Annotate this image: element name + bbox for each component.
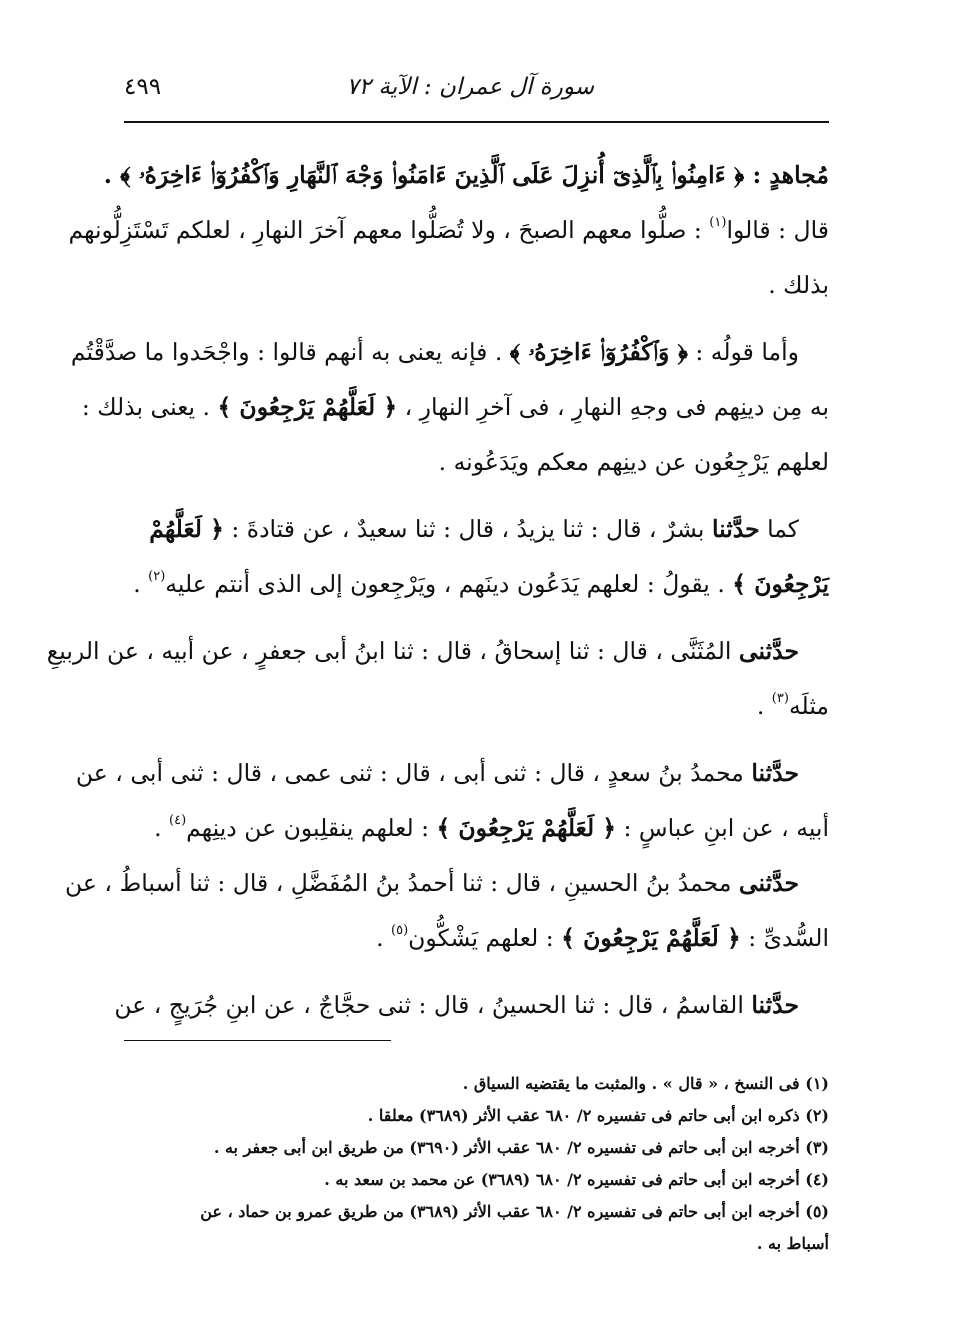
text-segment: السُّدىِّ : <box>740 924 829 952</box>
footnote-continuation: أسباط به . <box>756 1234 829 1253</box>
text-segment: محمدُ بنُ الحسينِ ، قال : ثنا أحمدُ بنُ المُفَضَّلِ ، قال : ثنا أسباطُ ، عن <box>65 869 739 897</box>
paragraph <box>124 502 829 612</box>
quran-verse: ﴿ لَعَلَّهُمْ يَرْجِعُونَ ﴾ <box>561 924 741 952</box>
text-segment: : لعلهم يَشْكُّون <box>408 924 562 952</box>
text-line <box>114 978 829 1033</box>
isnad-lead: حدَّثنى <box>738 637 799 665</box>
text-line <box>124 911 829 966</box>
footnote-marker: (٣) <box>771 691 789 706</box>
paragraph <box>75 746 829 856</box>
text-segment: . <box>154 814 170 842</box>
footnote-marker: (١) <box>709 215 727 230</box>
footnote: (٢) ذكره ابن أبى حاتم فى تفسيره ٢/ ٦٨٠ عقب الأثر (٣٦٨٩) معلقا . <box>367 1106 829 1125</box>
paragraph <box>70 325 829 490</box>
text-line <box>70 325 829 380</box>
text-line <box>81 380 829 435</box>
text-segment: وأما قولُه : <box>687 338 799 366</box>
quran-verse: يَرْجِعُونَ ﴾ <box>732 570 829 598</box>
text-segment: . <box>376 924 392 952</box>
footnote-separator <box>124 1040 391 1041</box>
isnad-lead: حدَّثنا <box>711 515 760 543</box>
quran-verse: ﴿ لَعَلَّهُمْ <box>149 515 224 543</box>
text-line <box>124 502 829 557</box>
footnote-marker: (٢) <box>148 569 166 584</box>
text-line <box>124 679 829 734</box>
footnote: (٤) أخرجه ابن أبى حاتم فى تفسيره ٢/ ٦٨٠ (٣٦٨٩) عن محمد بن سعد به . <box>324 1170 829 1189</box>
running-title: سورة آل عمران : الآية ٧٢ <box>346 74 594 100</box>
paragraph <box>46 624 829 734</box>
text-segment: : لعلهم ينقلِبون عن دينِهم <box>186 814 437 842</box>
text-segment: محمدُ بنُ سعدٍ ، قال : ثنى أبى ، قال : ثنى عمى ، قال : ثنى أبى ، عن <box>75 759 752 787</box>
text-segment: القاسمُ ، قال : ثنا الحسينُ ، قال : ثنى حجَّاجٌ ، عن ابنِ جُرَيجٍ ، عن <box>114 991 752 1019</box>
footnotes <box>124 1068 829 1260</box>
text-segment: قال : قالوا <box>726 216 829 244</box>
footnote-marker: (٤) <box>169 813 187 828</box>
paragraph <box>114 978 829 1033</box>
quran-verse: ﴿ لَعَلَّهُمْ يَرْجِعُونَ ﴾ <box>217 393 398 421</box>
footnote: (٥) أخرجه ابن أبى حاتم فى تفسيره ٢/ ٦٨٠ عقب الأثر (٣٦٨٩) من طريق عمرو بن حماد ، عن <box>200 1202 829 1221</box>
text-segment: كما <box>759 515 799 543</box>
footnote: (٣) أخرجه ابن أبى حاتم فى تفسيره ٢/ ٦٨٠ عقب الأثر (٣٦٩٠) من طريق ابن أبى جعفر به . <box>213 1138 829 1157</box>
page-header <box>124 70 829 110</box>
text-segment: مثلَه <box>788 692 829 720</box>
text-segment: . يعنى بذلك : <box>81 393 218 421</box>
text-segment: . فإنه يعنى به أنهم قالوا : واجْحَدوا ما صدَّقْتُم <box>70 338 510 366</box>
text-line <box>65 856 829 911</box>
footnote: (١) فى النسخ ، « قال » . والمثبت ما يقتضيه السياق . <box>462 1074 829 1093</box>
quran-verse: ﴿ لَعَلَّهُمْ يَرْجِعُونَ ﴾ <box>436 814 617 842</box>
paragraph <box>68 148 829 313</box>
isnad-lead: حدَّثنا <box>751 759 799 787</box>
text-segment: به مِن دينِهم فى وجهِ النهارِ ، فى آخرِ النهارِ ، <box>397 393 829 421</box>
paragraph <box>65 856 829 966</box>
text-line <box>46 624 829 679</box>
text-segment: المُثَنَّى ، قال : ثنا إسحاقُ ، قال : ثنا ابنُ أبى جعفرٍ ، عن أبيه ، عن الربيعِ <box>46 637 739 665</box>
text-line <box>75 746 829 801</box>
quran-verse: ﴿ وَٱكْفُرُوٓا۟ ءَاخِرَهُۥ ﴾ <box>509 338 688 366</box>
text-segment: . يقولُ : لعلهم يَدَعُون دينَهم ، ويَرْجِعون إلى الذى أنتم عليه <box>165 570 733 598</box>
isnad-lead: حدَّثنى <box>738 869 799 897</box>
text-segment: : صلُّوا معهم الصبحَ ، ولا تُصَلُّوا معهم آخرَ النهارِ ، لعلكم تَسْتَزِلُّونهم <box>68 216 710 244</box>
text-line: مُجاهدٍ : ﴿ ءَامِنُوا۟ بِٱلَّذِىٓ أُنزِلَ عَلَى ٱلَّذِينَ ءَامَنُوا۟ وَجْهَ ٱلنَّهَارِ وَٱكْفُرُوٓا۟ ءَاخِرَهُۥ ﴾ . <box>103 161 829 189</box>
text-segment: بشرٌ ، قال : ثنا يزيدُ ، قال : ثنا سعيدٌ ، عن قتادةَ : <box>223 515 712 543</box>
text-line <box>124 801 829 856</box>
text-segment: أبيه ، عن ابنِ عباسٍ : <box>616 814 829 842</box>
text-line <box>68 203 829 258</box>
text-line: بذلك . <box>768 271 829 299</box>
text-line: لعلهم يَرْجِعُون عن دينِهم معكم ويَدَعُونه . <box>438 448 829 476</box>
isnad-lead: حدَّثنا <box>751 991 799 1019</box>
text-segment: . <box>133 570 149 598</box>
header-rule <box>124 121 829 123</box>
page-number: ٤٩٩ <box>124 74 162 100</box>
text-line <box>124 557 829 612</box>
text-segment: . <box>756 692 772 720</box>
main-text <box>46 148 829 1033</box>
footnote-marker: (٥) <box>391 923 409 938</box>
